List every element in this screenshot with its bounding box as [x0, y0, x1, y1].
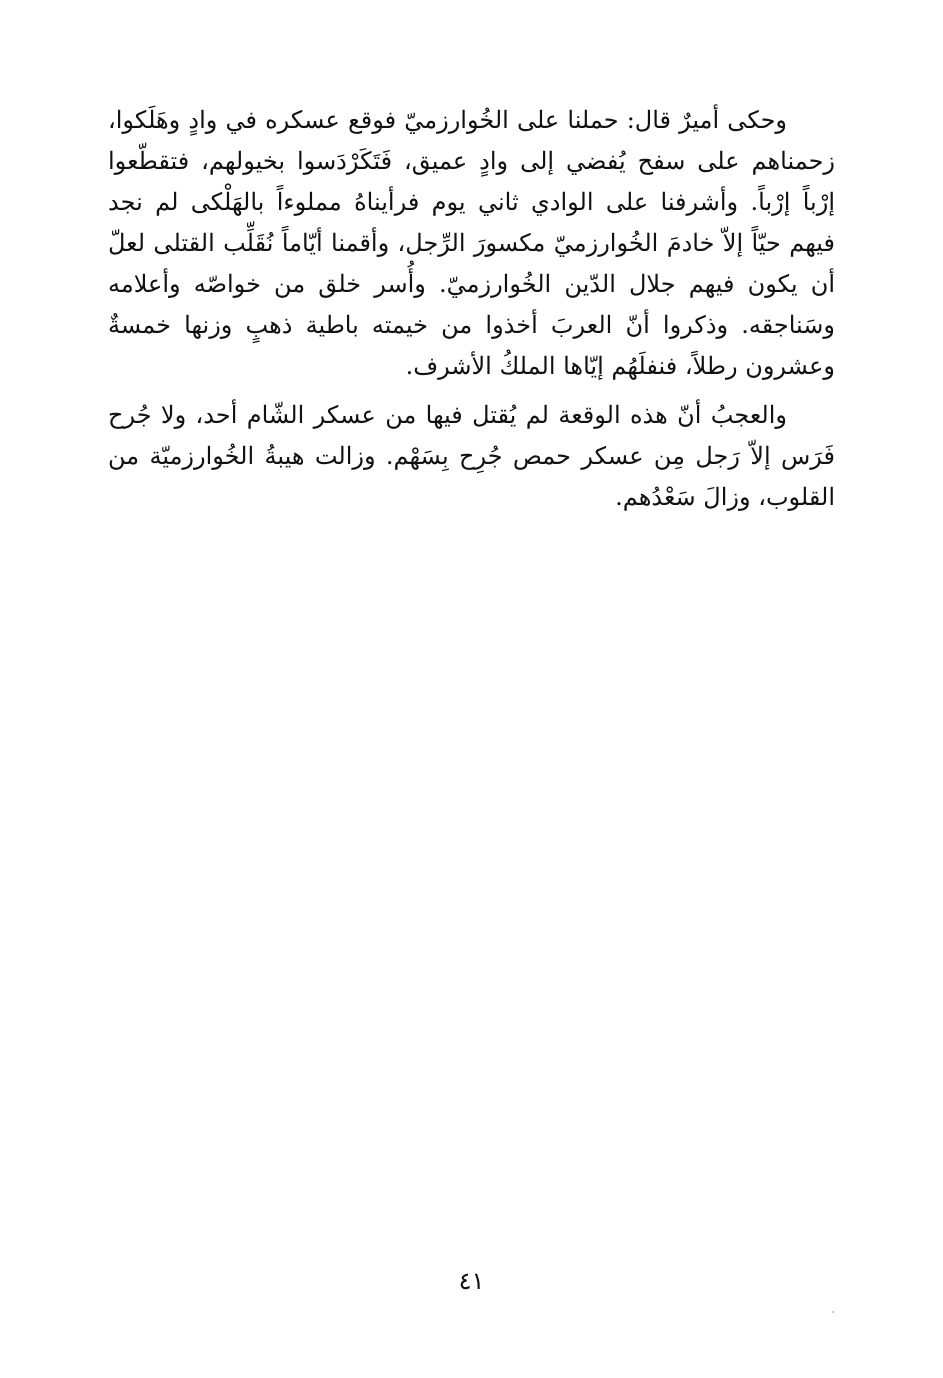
scan-speck — [832, 1311, 834, 1313]
page-number: ٤١ — [458, 1267, 485, 1295]
paragraph-1: وحكى أميرٌ قال: حملنا على الخُوارزميّ فوقع عسكره في وادٍ وهَلَكوا، زحمناهم على سفح يُفضي إلى وادٍ عميق، فَتَكَرْدَسوا بخيولهم، فتقطّعوا إرْباً إرْباً. وأشرفنا على الوادي ثاني يوم فرأيناهُ مملوءاً بالهَلْكى لم نجد فيهم حيّاً إلاّ خادمَ الخُوارزميّ مكسورَ الرِّجل، وأقمنا أيّاماً نُقَلِّب القتلى لعلّ أن يكون فيهم جلال الدّين الخُوارزميّ. وأُسر خلق من خواصّه وأعلامه وسَناجقه. وذكروا أنّ العربَ أخذوا من خيمته باطية ذهبٍ وزنها خمسةٌ وعشرون رطلاً، فنفلَهُم إيّاها الملكُ الأشرف. — [108, 106, 836, 380]
body-text — [108, 100, 835, 518]
paragraph-2: والعجبُ أنّ هذه الوقعة لم يُقتل فيها من عسكر الشّام أحد، ولا جُرح فَرَس إلاّ رَجل مِن عسكر حمص جُرِح بِسَهْم. وزالت هيبةُ الخُوارزميّة من القلوب، وزالَ سَعْدُهم. — [108, 401, 836, 511]
